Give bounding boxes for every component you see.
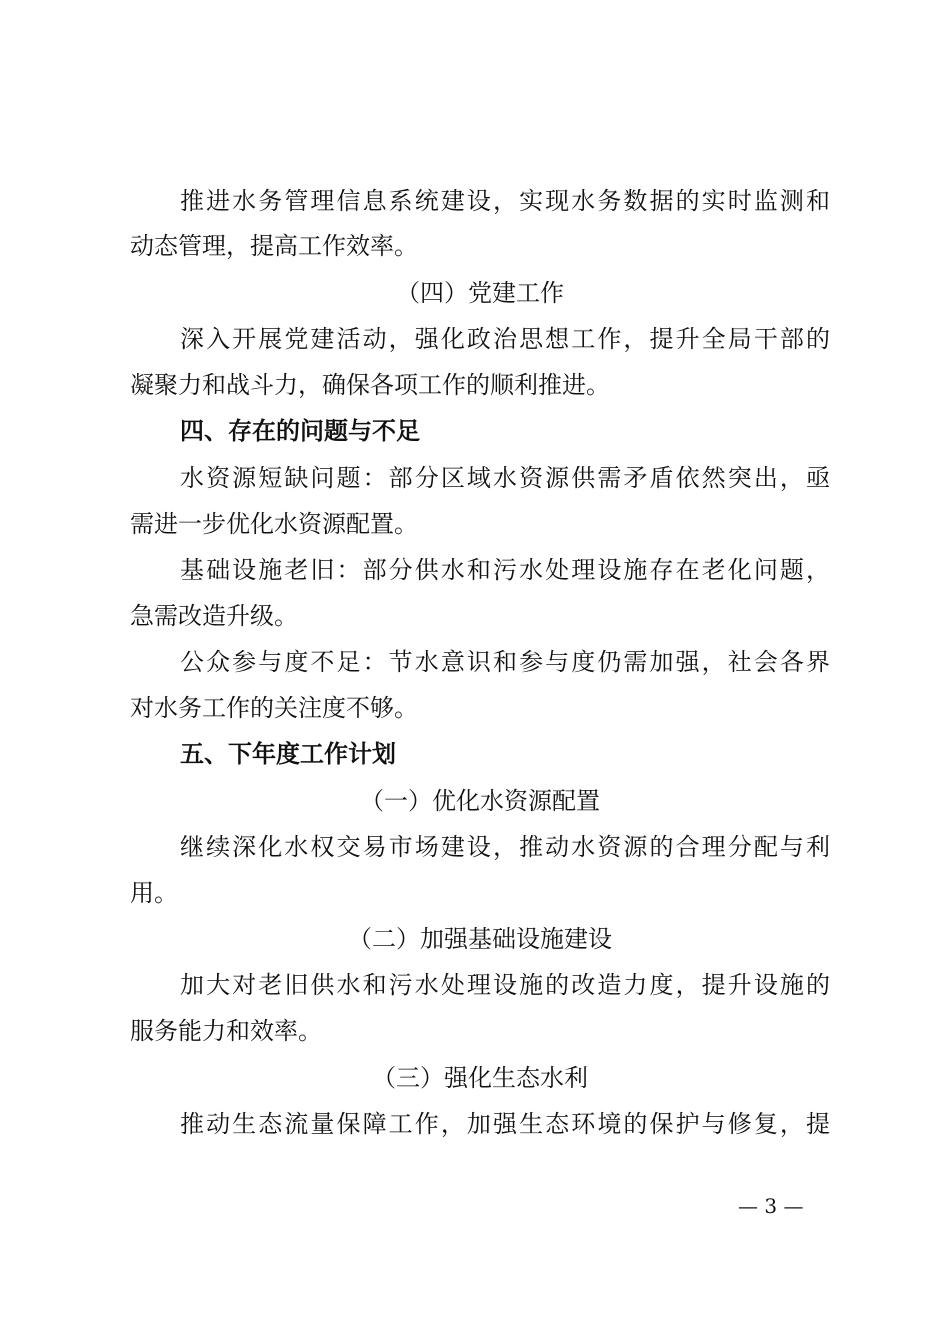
paragraph-line: 推动生态流量保障工作，加强生态环境的保护与修复，提 [180, 1110, 830, 1138]
subheading-ecological-water: （三）强化生态水利 [372, 1064, 588, 1092]
paragraph-line: 急需改造升级。 [130, 602, 298, 630]
paragraph-line: 推进水务管理信息系统建设，实现水务数据的实时监测和 [180, 187, 830, 215]
paragraph-line: 对水务工作的关注度不够。 [130, 694, 418, 722]
paragraph-line: 公众参与度不足：节水意识和参与度仍需加强，社会各界 [180, 648, 830, 676]
paragraph-line: 水资源短缺问题：部分区域水资源供需矛盾依然突出，亟 [180, 464, 830, 492]
paragraph-line: 继续深化水权交易市场建设，推动水资源的合理分配与利 [180, 833, 830, 861]
paragraph-line: 基础设施老旧：部分供水和污水处理设施存在老化问题， [180, 556, 830, 584]
section-heading-problems: 四、存在的问题与不足 [180, 417, 420, 445]
paragraph-line: 用。 [130, 879, 178, 907]
paragraph-line: 凝聚力和战斗力，确保各项工作的顺利推进。 [130, 371, 610, 399]
paragraph-line: 动态管理，提高工作效率。 [130, 232, 418, 260]
subheading-water-allocation: （一）优化水资源配置 [360, 787, 600, 815]
section-heading-next-year-plan: 五、下年度工作计划 [180, 740, 396, 768]
paragraph-line: 需进一步优化水资源配置。 [130, 510, 418, 538]
paragraph-line: 深入开展党建活动，强化政治思想工作，提升全局干部的 [180, 325, 830, 353]
subheading-party-building: （四）党建工作 [396, 279, 564, 307]
paragraph-line: 服务能力和效率。 [130, 1017, 322, 1045]
subheading-infrastructure: （二）加强基础设施建设 [348, 925, 612, 953]
page-number: — 3 — [738, 1194, 804, 1218]
paragraph-line: 加大对老旧供水和污水处理设施的改造力度，提升设施的 [180, 971, 830, 999]
